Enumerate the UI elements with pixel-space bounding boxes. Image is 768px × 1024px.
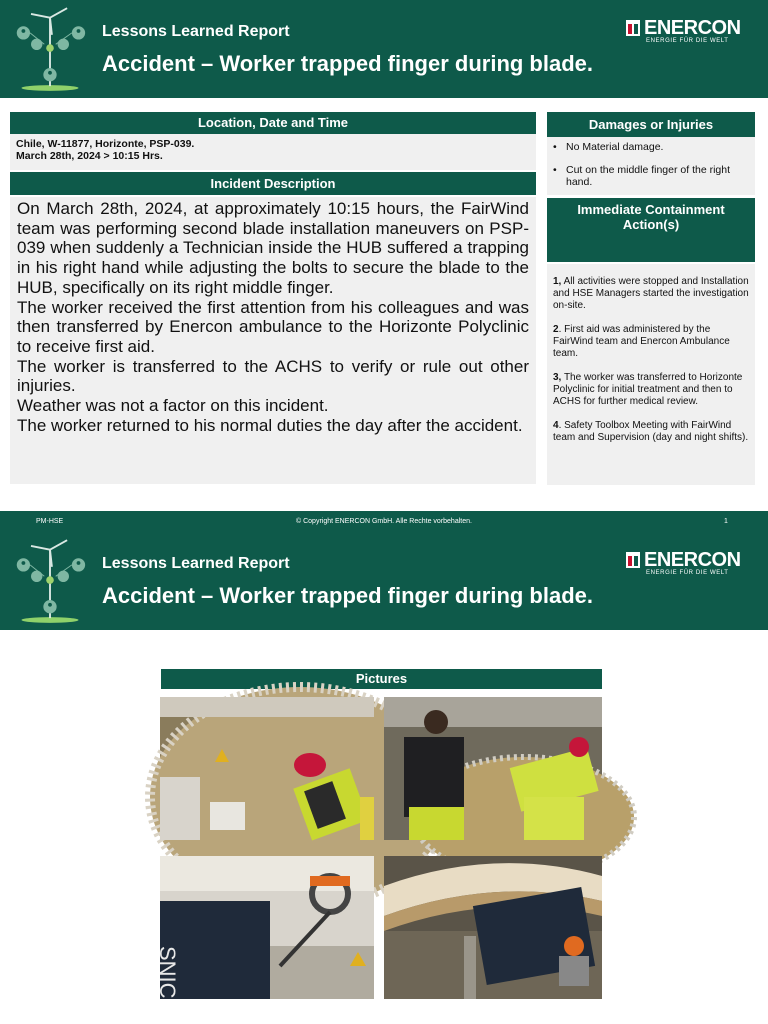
footer-copyright: © Copyright ENERCON GmbH. Alle Rechte vorbehalten. <box>296 518 472 525</box>
incident-heading: Incident Description <box>10 172 536 195</box>
incident-photo-harness-hook <box>155 856 374 999</box>
damage-item: • Cut on the middle finger of the right hand. <box>553 164 749 188</box>
containment-item: 1, All activities were stopped and Installation and HSE Managers started the investigation on-site. <box>553 276 749 311</box>
containment-panel <box>547 264 755 485</box>
footer-dept: PM-HSE <box>36 518 64 525</box>
incident-paragraph: The worker received the first attention from his colleagues and was then transferred by Enercon ambulance to the Horizonte Polyclinic to receive first aid. <box>17 297 529 356</box>
report-title: Accident – Worker trapped finger during blade. <box>102 51 594 76</box>
incident-paragraph: Weather was not a factor on this incident. <box>17 396 329 416</box>
incident-paragraph: On March 28th, 2024, at approximately 10:15 hours, the FairWind team was performing second blade installation maneuvers on PSP-039 when suddenly a Technician inside the HUB suffered a trapping in his right hand while adjusting the bolts to secure the blade to the HUB, specifically on its right middle finger. <box>17 199 529 297</box>
svg-text:SNIC: SNIC <box>155 946 180 999</box>
incident-paragraph: The worker returned to his normal duties the day after the accident. <box>17 415 523 435</box>
enercon-logo <box>626 18 746 44</box>
enercon-mark-icon <box>626 552 640 568</box>
page-number: 1 <box>724 518 728 525</box>
report-header <box>0 0 768 98</box>
incident-photo-blade-root <box>384 856 602 999</box>
wind-turbine-logo-icon <box>12 536 88 628</box>
location-panel <box>10 134 536 170</box>
brand-tagline: ENERGIE FÜR DIE WELT <box>646 38 729 44</box>
pictures-heading: Pictures <box>161 669 602 689</box>
report-subtitle: Lessons Learned Report <box>102 23 290 40</box>
date-time-line: March 28th, 2024 > 10:15 Hrs. <box>16 150 163 162</box>
containment-heading: Immediate Containment Action(s) <box>547 198 755 262</box>
containment-item: 2. First aid was administered by the FairWind team and Enercon Ambulance team. <box>553 324 730 359</box>
enercon-mark-icon <box>626 20 640 36</box>
location-heading: Location, Date and Time <box>10 112 536 134</box>
damages-heading: Damages or Injuries <box>547 112 755 137</box>
incident-photo-workers-in-hub <box>384 697 602 840</box>
report-header-page-2 <box>0 532 768 630</box>
report-subtitle: Lessons Learned Report <box>102 555 290 572</box>
enercon-logo <box>626 550 746 576</box>
containment-item: 4. Safety Toolbox Meeting with FairWind team and Supervision (day and night shifts). <box>553 420 749 443</box>
incident-panel <box>10 197 536 484</box>
wind-turbine-logo-icon <box>12 4 88 96</box>
report-title: Accident – Worker trapped finger during blade. <box>102 583 594 608</box>
brand-name: ENERCON <box>644 549 741 571</box>
page-footer <box>0 511 768 532</box>
damage-item: • No Material damage. <box>553 141 749 153</box>
brand-name: ENERCON <box>644 17 741 39</box>
brand-tagline: ENERGIE FÜR DIE WELT <box>646 570 729 576</box>
containment-item: 3, The worker was transferred to Horizonte Polyclinic for initial treatment and then to ACHS for further medical review. <box>553 372 743 407</box>
location-line: Chile, W-11877, Horizonte, PSP-039. <box>16 138 195 150</box>
damages-panel <box>547 137 755 195</box>
incident-photo-hub-bolts <box>160 697 374 840</box>
incident-paragraph: The worker is transferred to the ACHS to verify or rule out other injuries. <box>17 356 529 396</box>
